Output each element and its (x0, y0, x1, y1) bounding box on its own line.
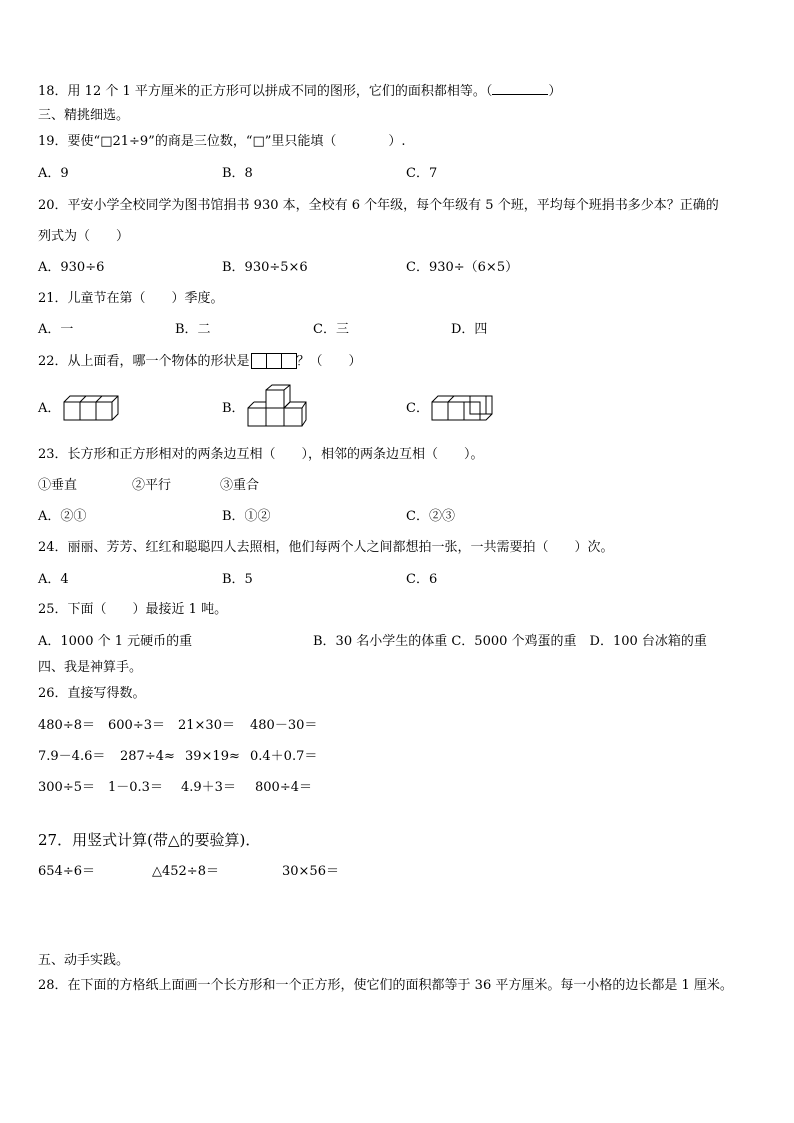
q20-option-a[interactable]: A．930÷6 (38, 260, 105, 275)
q22-option-a[interactable]: A． (38, 401, 61, 416)
q26-r3-c4: 800÷4＝ (255, 780, 312, 795)
q26-r3-c1: 300÷5＝ (38, 780, 95, 795)
q23-option-c[interactable]: C．②③ (406, 509, 455, 524)
q27-problem-1: 654÷6＝ (38, 864, 95, 879)
q25-stem: 25．下面（ ）最接近 1 吨。 (38, 602, 228, 617)
q26-r2-c4: 0.4＋0.7＝ (250, 749, 318, 764)
q22-option-b[interactable]: B． (222, 401, 245, 416)
q18-text: 18．用 12 个 1 平方厘米的正方形可以拼成不同的图形，它们的面积都相等。（ (38, 84, 493, 99)
q23-stem: 23．长方形和正方形相对的两条边互相（ ），相邻的两条边互相（ ）。 (38, 447, 484, 462)
q21-stem: 21．儿童节在第（ ）季度。 (38, 291, 224, 306)
q26-r3-c2: 1－0.3＝ (108, 780, 163, 795)
q22-a-cubes-icon (62, 392, 120, 424)
q22-c-cubes-icon (430, 392, 496, 424)
q26-r1-c2: 600÷3＝ (108, 718, 165, 733)
q19-stem: 19．要使“□21÷9”的商是三位数，“□”里只能填（ ）. (38, 134, 406, 149)
q22-option-c[interactable]: C． (406, 401, 429, 416)
q27-stem: 27．用竖式计算(带△的要验算)． (38, 831, 261, 849)
q26-r2-c3: 39×19≈ (185, 749, 240, 764)
q22-stem-post: ？（ ） (296, 353, 362, 369)
q23-option-b[interactable]: B．①② (222, 509, 271, 524)
q21-option-d[interactable]: D．四 (451, 322, 488, 337)
q26-r1-c4: 480－30＝ (250, 718, 318, 733)
q23-choice-1: ①垂直 (38, 478, 78, 493)
q18-line (38, 82, 561, 100)
q19-option-a[interactable]: A．9 (38, 166, 69, 181)
q26-r2-c2: 287÷4≈ (120, 749, 175, 764)
q19-option-b[interactable]: B．8 (222, 166, 253, 181)
q24-option-a[interactable]: A．4 (38, 572, 69, 587)
q18-close: ） (548, 84, 562, 99)
q21-option-c[interactable]: C．三 (313, 322, 349, 337)
q26-r1-c1: 480÷8＝ (38, 718, 95, 733)
q26-r1-c3: 21×30＝ (178, 718, 235, 733)
q28-stem: 28．在下面的方格纸上面画一个长方形和一个正方形，使它们的面积都等于 36 平方厘米。每一小格的边长都是 1 厘米。 (38, 978, 733, 993)
q20-option-b[interactable]: B．930÷5×6 (222, 260, 308, 275)
q22-stem (38, 353, 362, 370)
q21-option-b[interactable]: B．二 (175, 322, 211, 337)
q26-stem: 26．直接写得数。 (38, 686, 146, 701)
q22-b-cubes-icon (246, 384, 308, 428)
q20-stem: 20．平安小学全校同学为图书馆捐书 930 本，全校有 6 个年级，每个年级有 5 个班，平均每个班捐书多少本？正确的 (38, 198, 719, 213)
q25-option-a[interactable]: A．1000 个 1 元硬币的重 (38, 634, 193, 649)
q27-problem-2: △452÷8＝ (152, 864, 219, 879)
q21-option-a[interactable]: A．一 (38, 322, 74, 337)
q23-option-a[interactable]: A．②① (38, 509, 87, 524)
q27-problem-3: 30×56＝ (282, 864, 339, 879)
three-squares-top-view-icon (251, 353, 296, 370)
section-5-heading: 五、动手实践。 (38, 953, 130, 968)
section-4-heading: 四、我是神算手。 (38, 660, 143, 675)
q24-option-c[interactable]: C．6 (406, 572, 438, 587)
q20-stem-2: 列式为（ ） (38, 229, 130, 244)
q25-options-bcd[interactable]: B．30 名小学生的体重 C．5000 个鸡蛋的重 D．100 台冰箱的重 (313, 634, 707, 649)
q24-option-b[interactable]: B．5 (222, 572, 253, 587)
section-3-heading: 三、精挑细选。 (38, 108, 130, 123)
q22-stem-pre: 22．从上面看，哪一个物体的形状是 (38, 353, 250, 369)
q23-choice-2: ②平行 (132, 478, 172, 493)
q26-r2-c1: 7.9－4.6＝ (38, 749, 106, 764)
q18-answer-blank[interactable] (492, 82, 548, 95)
q20-option-c[interactable]: C．930÷（6×5） (406, 260, 519, 275)
q26-r3-c3: 4.9＋3＝ (181, 780, 236, 795)
q24-stem: 24．丽丽、芳芳、红红和聪聪四人去照相，他们每两个人之间都想拍一张，一共需要拍（ ）次。 (38, 540, 614, 555)
q19-option-c[interactable]: C．7 (406, 166, 438, 181)
q23-choice-3: ③重合 (220, 478, 260, 493)
